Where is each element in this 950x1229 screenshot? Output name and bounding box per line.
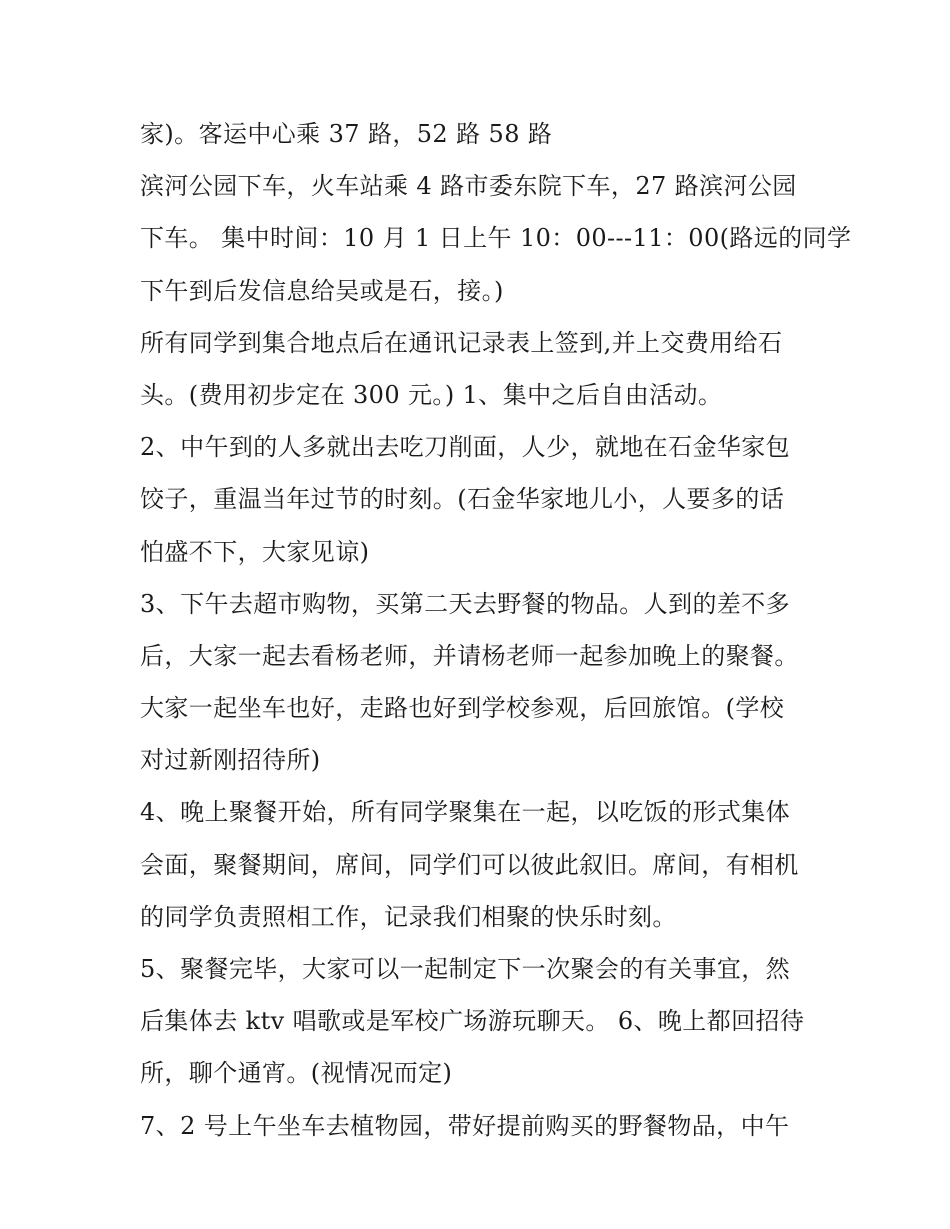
text-line: 后集体去 ktv 唱歌或是军校广场游玩聊天。 6、晚上都回招待 — [140, 1007, 805, 1036]
text-line: 饺子，重温当年过节的时刻。(石金华家地儿小，人要多的话 — [140, 485, 785, 514]
text-line: 7、2 号上午坐车去植物园，带好提前购买的野餐物品，中午 — [140, 1111, 790, 1140]
text-line: 大家一起坐车也好，走路也好到学校参观，后回旅馆。(学校 — [140, 694, 785, 723]
text-line: 4、晚上聚餐开始，所有同学聚集在一起，以吃饭的形式集体 — [140, 798, 791, 827]
text-line: 所，聊个通宵。(视情况而定) — [140, 1059, 453, 1088]
text-line: 下车。 集中时间：10 月 1 日上午 10：00---11：00(路远的同学 — [140, 224, 852, 253]
text-line: 对过新刚招待所) — [140, 746, 321, 775]
text-line: 后，大家一起去看杨老师，并请杨老师一起参加晚上的聚餐。 — [140, 641, 799, 670]
text-line: 家)。客运中心乘 37 路，52 路 58 路 — [140, 120, 553, 148]
text-line: 会面，聚餐期间，席间，同学们可以彼此叙旧。席间，有相机 — [140, 850, 799, 879]
text-line: 头。(费用初步定在 300 元。) 1、集中之后自由活动。 — [140, 380, 723, 409]
document-body — [140, 108, 852, 1152]
text-line: 3、下午去超市购物，买第二天去野餐的物品。人到的差不多 — [140, 589, 791, 618]
text-line: 2、中午到的人多就出去吃刀削面，人少，就地在石金华家包 — [140, 433, 791, 462]
text-line: 滨河公园下车，火车站乘 4 路市委东院下车，27 路滨河公园 — [140, 172, 797, 201]
text-line: 的同学负责照相工作，记录我们相聚的快乐时刻。 — [140, 902, 677, 931]
text-line: 5、聚餐完毕，大家可以一起制定下一次聚会的有关事宜，然 — [140, 955, 791, 983]
text-line: 下午到后发信息给吴或是石，接。) — [140, 276, 504, 305]
text-line: 怕盛不下，大家见谅) — [140, 537, 370, 566]
text-line: 所有同学到集合地点后在通讯记录表上签到,并上交费用给石 — [140, 328, 783, 357]
